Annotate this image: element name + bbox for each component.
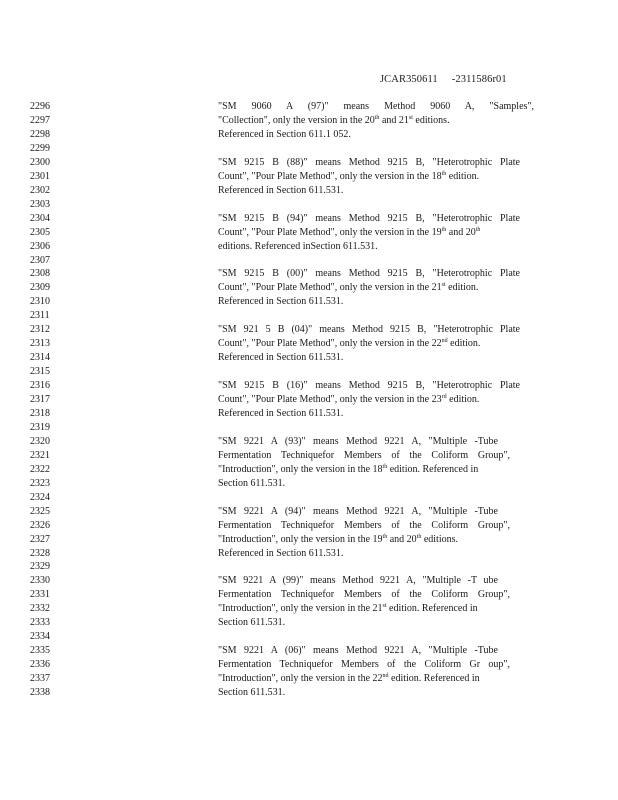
line-number: 2301 [30, 170, 50, 182]
line-number: 2331 [30, 589, 50, 601]
line-number: 2329 [30, 561, 50, 573]
line-number: 2330 [30, 575, 50, 587]
entry-line: Count", "Pour Plate Method", only the version in the 22nd edition. [218, 338, 481, 349]
entry-line: Referenced in Section 611.531. [218, 185, 344, 196]
line-number: 2296 [30, 101, 50, 112]
entry-line: "SM 9215 B (16)" means Method 9215 B, "Heterotrophic Plate [218, 380, 520, 391]
document-id: JCAR350611 [380, 74, 438, 85]
line-number: 2321 [30, 449, 50, 461]
entry-line: "SM 9221 A (06)" means Method 9221 A, "Multiple -Tube [218, 645, 498, 656]
entry-line: "SM 9215 B (88)" means Method 9215 B, "Heterotrophic Plate [218, 157, 520, 168]
entry-line: Count", "Pour Plate Method", only the version in the 18th edition. [218, 171, 480, 182]
line-number: 2315 [30, 366, 50, 378]
entry-line: Section 611.531. [218, 478, 286, 489]
entry-line: Fermentation Techniquefor Members of the Coliform Gr oup", [218, 659, 510, 670]
line-number: 2299 [30, 142, 50, 154]
entry-line: Fermentation Techniquefor Members of the Coliform Group", [218, 589, 510, 600]
entry-line: Referenced in Section 611.531. [218, 548, 344, 559]
line-number: 2297 [30, 115, 50, 126]
entry-line: Count", "Pour Plate Method", only the version in the 23rd edition. [218, 394, 480, 405]
line-number: 2318 [30, 408, 50, 419]
line-number: 2323 [30, 477, 50, 489]
entry-line: "Introduction", only the version in the 21st edition. Referenced in [218, 603, 478, 614]
line-number: 2306 [30, 240, 50, 252]
entry-line: Referenced in Section 611.1 052. [218, 129, 351, 140]
entry-line: "SM 9215 B (00)" means Method 9215 B, "Heterotrophic Plate [218, 268, 520, 279]
entry-line: "SM 9221 A (94)" means Method 9221 A, "Multiple -Tube [218, 506, 498, 517]
entry-line: "SM 9215 B (94)" means Method 9215 B, "Heterotrophic Plate [218, 213, 520, 224]
line-number: 2300 [30, 156, 50, 168]
line-number: 2335 [30, 645, 50, 657]
line-number: 2320 [30, 435, 50, 447]
line-number: 2298 [30, 128, 50, 140]
entry-line: editions. Referenced inSection 611.531. [218, 241, 378, 252]
line-number: 2307 [30, 254, 50, 266]
entry-line: Section 611.531. [218, 617, 286, 628]
entry-line: "SM 921 5 B (04)" means Method 9215 B, "Heterotrophic Plate [218, 324, 520, 335]
line-number: 2326 [30, 519, 50, 531]
entry-line: Referenced in Section 611.531. [218, 296, 344, 307]
line-number: 2305 [30, 226, 50, 238]
line-number: 2325 [30, 505, 50, 517]
line-number: 2313 [30, 338, 50, 350]
document-header [380, 74, 507, 85]
line-number: 2314 [30, 352, 50, 364]
entry-line: "SM 9221 A (93)" means Method 9221 A, "Multiple -Tube [218, 436, 498, 447]
document-suffix: -2311586r01 [451, 74, 507, 85]
line-number: 2324 [30, 491, 50, 503]
line-number: 2308 [30, 268, 50, 280]
line-number: 2338 [30, 687, 50, 698]
line-number: 2328 [30, 547, 50, 559]
line-number: 2312 [30, 324, 50, 336]
line-number: 2311 [30, 310, 50, 322]
line-number: 2303 [30, 198, 50, 210]
entry-line: Fermentation Techniquefor Members of the Coliform Group", [218, 520, 510, 531]
entry-line: "Introduction", only the version in the 18th edition. Referenced in [218, 464, 479, 475]
line-number: 2336 [30, 659, 50, 671]
line-number: 2333 [30, 617, 50, 629]
line-number: 2319 [30, 421, 50, 433]
entry-line: Referenced in Section 611.531. [218, 408, 344, 419]
line-number: 2322 [30, 463, 50, 475]
line-number: 2332 [30, 603, 50, 615]
entry-line: "Introduction", only the version in the 19th and 20th editions. [218, 534, 458, 545]
line-number: 2304 [30, 212, 50, 224]
line-number: 2337 [30, 673, 50, 684]
entry-line: Count", "Pour Plate Method", only the version in the 19th and 20th [218, 227, 481, 238]
line-number: 2309 [30, 282, 50, 294]
line-number: 2310 [30, 296, 50, 308]
entry-line: "Collection", only the version in the 20th and 21st editions. [218, 115, 450, 126]
entry-line: "Introduction", only the version in the 22nd edition. Referenced in [218, 673, 480, 684]
line-number: 2317 [30, 394, 50, 405]
line-number: 2316 [30, 380, 50, 391]
entry-line: Referenced in Section 611.531. [218, 352, 344, 363]
entry-line: Count", "Pour Plate Method", only the version in the 21st edition. [218, 282, 479, 293]
line-number: 2302 [30, 184, 50, 196]
line-number: 2327 [30, 533, 50, 545]
entry-line: "SM 9221 A (99)" means Method 9221 A, "Multiple -T ube [218, 575, 498, 586]
entry-line: "SM 9060 A (97)" means Method 9060 A, "Samples", [218, 101, 534, 112]
entry-line: Section 611.531. [218, 687, 286, 698]
entry-line: Fermentation Techniquefor Members of the Coliform Group", [218, 450, 510, 461]
line-number: 2334 [30, 631, 50, 643]
